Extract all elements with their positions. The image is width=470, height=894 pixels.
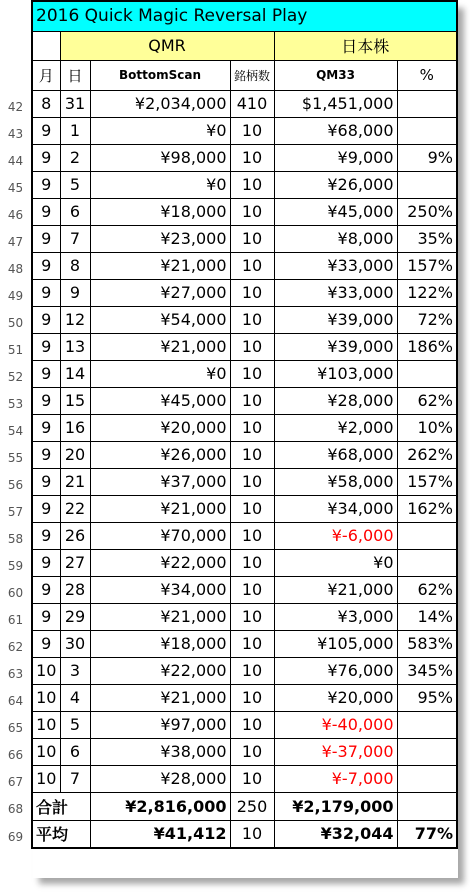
- cell-bottomscan[interactable]: ¥37,000: [90, 468, 230, 495]
- table-row: [32, 252, 457, 279]
- cell-day[interactable]: 7: [60, 765, 90, 792]
- cell-stock-count[interactable]: 10: [230, 360, 274, 387]
- row-number[interactable]: 49: [7, 288, 24, 303]
- row-number[interactable]: 69: [7, 830, 24, 844]
- cell-day[interactable]: 28: [60, 576, 90, 603]
- row-number[interactable]: 62: [7, 639, 24, 654]
- cell-day[interactable]: 9: [60, 279, 90, 306]
- cell-stock-count[interactable]: 10: [230, 630, 274, 657]
- row-number[interactable]: 43: [7, 126, 24, 141]
- average-row-bottomscan[interactable]: ¥41,412: [90, 820, 230, 848]
- table-row: [32, 657, 457, 684]
- cell-day[interactable]: 8: [60, 252, 90, 279]
- table-row: [32, 630, 457, 657]
- cell-qm33[interactable]: ¥9,000: [274, 144, 397, 171]
- cell-pct[interactable]: 250%: [397, 198, 457, 225]
- cell-qm33[interactable]: ¥39,000: [274, 333, 397, 360]
- cell-stock-count[interactable]: 10: [230, 198, 274, 225]
- cell-qm33[interactable]: ¥105,000: [274, 630, 397, 657]
- cell-bottomscan[interactable]: ¥18,000: [90, 630, 230, 657]
- row-number[interactable]: 66: [7, 747, 24, 762]
- cell-pct[interactable]: 157%: [397, 252, 457, 279]
- cell-pct[interactable]: 122%: [397, 279, 457, 306]
- table-row: [32, 144, 457, 171]
- col-header-pct[interactable]: %: [397, 60, 457, 90]
- cell-day[interactable]: 22: [60, 495, 90, 522]
- cell-stock-count[interactable]: 10: [230, 495, 274, 522]
- cell-stock-count[interactable]: 10: [230, 549, 274, 576]
- cell-bottomscan[interactable]: ¥0: [90, 117, 230, 144]
- cell-pct[interactable]: 157%: [397, 468, 457, 495]
- table-row: [32, 279, 457, 306]
- cell-qm33[interactable]: $1,451,000: [274, 90, 397, 117]
- cell-day[interactable]: 15: [60, 387, 90, 414]
- cell-month[interactable]: 9: [32, 117, 60, 144]
- cell-stock-count[interactable]: 10: [230, 306, 274, 333]
- cell-day[interactable]: 5: [60, 171, 90, 198]
- cell-month[interactable]: 9: [32, 144, 60, 171]
- cell-day[interactable]: 13: [60, 333, 90, 360]
- row-number[interactable]: 57: [7, 504, 24, 519]
- cell-bottomscan[interactable]: ¥21,000: [90, 252, 230, 279]
- col-header-day[interactable]: 日: [60, 60, 90, 90]
- cell-qm33[interactable]: ¥2,000: [274, 414, 397, 441]
- table-row: [32, 684, 457, 711]
- cell-pct[interactable]: 14%: [397, 603, 457, 630]
- cell-day[interactable]: 26: [60, 522, 90, 549]
- cell-bottomscan[interactable]: ¥28,000: [90, 765, 230, 792]
- total-row-pct[interactable]: [397, 792, 457, 820]
- cell-stock-count[interactable]: 10: [230, 711, 274, 738]
- col-header-stocks[interactable]: 銘柄数: [230, 60, 274, 90]
- cell-pct[interactable]: [397, 90, 457, 117]
- row-number[interactable]: 42: [7, 99, 24, 114]
- cell-qm33[interactable]: ¥33,000: [274, 279, 397, 306]
- group-header-japan[interactable]: 日本株: [274, 31, 457, 60]
- cell-stock-count[interactable]: 10: [230, 117, 274, 144]
- cell-stock-count[interactable]: 10: [230, 333, 274, 360]
- cell-day[interactable]: 29: [60, 603, 90, 630]
- cell-stock-count[interactable]: 10: [230, 441, 274, 468]
- cell-bottomscan[interactable]: ¥27,000: [90, 279, 230, 306]
- row-number[interactable]: 52: [7, 369, 24, 384]
- cell-stock-count[interactable]: 410: [230, 90, 274, 117]
- cell-pct[interactable]: [397, 765, 457, 792]
- cell-bottomscan[interactable]: ¥21,000: [90, 333, 230, 360]
- cell-day[interactable]: 2: [60, 144, 90, 171]
- data-table: [31, 0, 458, 849]
- cell-bottomscan[interactable]: ¥45,000: [90, 387, 230, 414]
- row-number[interactable]: 56: [7, 477, 24, 492]
- cell-qm33[interactable]: ¥-7,000: [274, 765, 397, 792]
- cell-bottomscan[interactable]: ¥34,000: [90, 576, 230, 603]
- cell-month[interactable]: 9: [32, 171, 60, 198]
- cell-qm33[interactable]: ¥0: [274, 549, 397, 576]
- group-header-row: [32, 31, 457, 60]
- row-number[interactable]: 60: [7, 585, 24, 600]
- cell-pct[interactable]: 345%: [397, 657, 457, 684]
- cell-stock-count[interactable]: 10: [230, 576, 274, 603]
- row-number[interactable]: 48: [7, 261, 24, 276]
- average-row-stock-count[interactable]: 10: [230, 820, 274, 848]
- cell-bottomscan[interactable]: ¥98,000: [90, 144, 230, 171]
- table-row: [32, 522, 457, 549]
- cell-qm33[interactable]: ¥8,000: [274, 225, 397, 252]
- cell-pct[interactable]: [397, 549, 457, 576]
- column-header-row: [32, 60, 457, 90]
- cell-stock-count[interactable]: 10: [230, 225, 274, 252]
- cell-pct[interactable]: 72%: [397, 306, 457, 333]
- cell-qm33[interactable]: ¥3,000: [274, 603, 397, 630]
- table-row: [32, 198, 457, 225]
- cell-month[interactable]: 9: [32, 306, 60, 333]
- cell-qm33[interactable]: ¥-40,000: [274, 711, 397, 738]
- cell-pct[interactable]: 62%: [397, 387, 457, 414]
- cell-qm33[interactable]: ¥45,000: [274, 198, 397, 225]
- table-row: [32, 387, 457, 414]
- cell-qm33[interactable]: ¥34,000: [274, 495, 397, 522]
- cell-bottomscan[interactable]: ¥23,000: [90, 225, 230, 252]
- cell-qm33[interactable]: ¥26,000: [274, 171, 397, 198]
- cell-pct[interactable]: 9%: [397, 144, 457, 171]
- table-row: [32, 117, 457, 144]
- cell-day[interactable]: 6: [60, 738, 90, 765]
- cell-stock-count[interactable]: 10: [230, 387, 274, 414]
- cell-pct[interactable]: [397, 117, 457, 144]
- cell-stock-count[interactable]: 10: [230, 252, 274, 279]
- cell-month[interactable]: 9: [32, 252, 60, 279]
- cell-stock-count[interactable]: 10: [230, 522, 274, 549]
- cell-month[interactable]: 9: [32, 576, 60, 603]
- cell-day[interactable]: 14: [60, 360, 90, 387]
- table-row: [32, 333, 457, 360]
- row-number[interactable]: 53: [7, 396, 24, 411]
- table-row: [32, 468, 457, 495]
- cell-bottomscan[interactable]: ¥0: [90, 171, 230, 198]
- cell-bottomscan[interactable]: ¥54,000: [90, 306, 230, 333]
- table-row: [32, 171, 457, 198]
- cell-day[interactable]: 3: [60, 657, 90, 684]
- cell-qm33[interactable]: ¥68,000: [274, 117, 397, 144]
- row-number[interactable]: 50: [7, 315, 24, 330]
- title-row: [32, 1, 457, 31]
- cell-day[interactable]: 30: [60, 630, 90, 657]
- row-number[interactable]: 63: [7, 666, 24, 681]
- cell-month[interactable]: 9: [32, 225, 60, 252]
- cell-stock-count[interactable]: 10: [230, 144, 274, 171]
- cell-day[interactable]: 20: [60, 441, 90, 468]
- cell-month[interactable]: 10: [32, 711, 60, 738]
- cell-bottomscan[interactable]: ¥21,000: [90, 495, 230, 522]
- cell-bottomscan[interactable]: ¥20,000: [90, 414, 230, 441]
- table-row: [32, 414, 457, 441]
- sheet-title[interactable]: 2016 Quick Magic Reversal Play: [32, 1, 457, 31]
- cell-bottomscan[interactable]: ¥21,000: [90, 603, 230, 630]
- cell-qm33[interactable]: ¥33,000: [274, 252, 397, 279]
- cell-day[interactable]: 27: [60, 549, 90, 576]
- table-row: [32, 360, 457, 387]
- cell-stock-count[interactable]: 10: [230, 765, 274, 792]
- cell-day[interactable]: 5: [60, 711, 90, 738]
- cell-qm33[interactable]: ¥21,000: [274, 576, 397, 603]
- table-row: [32, 711, 457, 738]
- total-row-bottomscan[interactable]: ¥2,816,000: [90, 792, 230, 820]
- cell-pct[interactable]: 95%: [397, 684, 457, 711]
- cell-bottomscan[interactable]: ¥21,000: [90, 684, 230, 711]
- col-header-qm33[interactable]: QM33: [274, 60, 397, 90]
- cell-month[interactable]: 9: [32, 549, 60, 576]
- cell-month[interactable]: 10: [32, 738, 60, 765]
- cell-qm33[interactable]: ¥20,000: [274, 684, 397, 711]
- row-number[interactable]: 55: [7, 450, 24, 465]
- cell-bottomscan[interactable]: ¥0: [90, 360, 230, 387]
- cell-pct[interactable]: 10%: [397, 414, 457, 441]
- cell-stock-count[interactable]: 10: [230, 279, 274, 306]
- cell-pct[interactable]: [397, 522, 457, 549]
- cell-bottomscan[interactable]: ¥38,000: [90, 738, 230, 765]
- cell-day[interactable]: 1: [60, 117, 90, 144]
- cell-stock-count[interactable]: 10: [230, 657, 274, 684]
- table-row: [32, 549, 457, 576]
- row-number[interactable]: 46: [7, 207, 24, 222]
- table-row: [32, 765, 457, 792]
- cell-pct[interactable]: [397, 360, 457, 387]
- row-number[interactable]: 47: [7, 234, 24, 249]
- cell-stock-count[interactable]: 10: [230, 171, 274, 198]
- cell-qm33[interactable]: ¥103,000: [274, 360, 397, 387]
- cell-month[interactable]: 9: [32, 198, 60, 225]
- cell-month[interactable]: 9: [32, 387, 60, 414]
- cell-pct[interactable]: [397, 738, 457, 765]
- cell-qm33[interactable]: ¥-37,000: [274, 738, 397, 765]
- cell-month[interactable]: 8: [32, 90, 60, 117]
- cell-day[interactable]: 6: [60, 198, 90, 225]
- cell-stock-count[interactable]: 10: [230, 468, 274, 495]
- cell-pct[interactable]: [397, 171, 457, 198]
- cell-day[interactable]: 21: [60, 468, 90, 495]
- cell-day[interactable]: 4: [60, 684, 90, 711]
- total-row: [32, 792, 457, 820]
- cell-month[interactable]: 9: [32, 441, 60, 468]
- average-row-pct[interactable]: 77%: [397, 820, 457, 848]
- cell-month[interactable]: 9: [32, 279, 60, 306]
- group-header-qmr[interactable]: QMR: [60, 31, 274, 60]
- table-row: [32, 495, 457, 522]
- cell-qm33[interactable]: ¥58,000: [274, 468, 397, 495]
- cell-qm33[interactable]: ¥68,000: [274, 441, 397, 468]
- cell-month[interactable]: 9: [32, 603, 60, 630]
- row-number[interactable]: 44: [7, 153, 24, 168]
- row-number[interactable]: 65: [7, 720, 24, 735]
- total-row-stock-count[interactable]: 250: [230, 792, 274, 820]
- cell-qm33[interactable]: ¥76,000: [274, 657, 397, 684]
- table-row: [32, 225, 457, 252]
- total-row-qm33[interactable]: ¥2,179,000: [274, 792, 397, 820]
- table-row: [32, 738, 457, 765]
- cell-day[interactable]: 7: [60, 225, 90, 252]
- cell-month[interactable]: 9: [32, 495, 60, 522]
- table-row: [32, 306, 457, 333]
- cell-pct[interactable]: 62%: [397, 576, 457, 603]
- cell-bottomscan[interactable]: ¥97,000: [90, 711, 230, 738]
- cell-month[interactable]: 10: [32, 684, 60, 711]
- row-number[interactable]: 54: [7, 423, 24, 438]
- cell-pct[interactable]: 583%: [397, 630, 457, 657]
- row-number[interactable]: 59: [7, 558, 24, 573]
- cell-bottomscan[interactable]: ¥22,000: [90, 657, 230, 684]
- cell-day[interactable]: 12: [60, 306, 90, 333]
- cell-bottomscan[interactable]: ¥70,000: [90, 522, 230, 549]
- cell-pct[interactable]: 35%: [397, 225, 457, 252]
- cell-day[interactable]: 16: [60, 414, 90, 441]
- cell-bottomscan[interactable]: ¥26,000: [90, 441, 230, 468]
- cell-month[interactable]: 9: [32, 360, 60, 387]
- row-number[interactable]: 67: [7, 774, 24, 789]
- cell-bottomscan[interactable]: ¥2,034,000: [90, 90, 230, 117]
- cell-qm33[interactable]: ¥28,000: [274, 387, 397, 414]
- cell-month[interactable]: 9: [32, 522, 60, 549]
- average-row-label[interactable]: 平均: [32, 820, 90, 848]
- row-number[interactable]: 64: [7, 693, 24, 708]
- row-number[interactable]: 58: [7, 531, 24, 546]
- average-row-qm33[interactable]: ¥32,044: [274, 820, 397, 848]
- cell-qm33[interactable]: ¥39,000: [274, 306, 397, 333]
- cell-month[interactable]: 10: [32, 657, 60, 684]
- cell-month[interactable]: 9: [32, 333, 60, 360]
- cell-qm33[interactable]: ¥-6,000: [274, 522, 397, 549]
- table-row: [32, 603, 457, 630]
- cell-pct[interactable]: [397, 711, 457, 738]
- col-header-bottomscan[interactable]: BottomScan: [90, 60, 230, 90]
- cell-month[interactable]: 10: [32, 765, 60, 792]
- row-number[interactable]: 51: [7, 342, 24, 357]
- cell-day[interactable]: 31: [60, 90, 90, 117]
- cell-pct[interactable]: 186%: [397, 333, 457, 360]
- cell-month[interactable]: 9: [32, 468, 60, 495]
- cell-pct[interactable]: 162%: [397, 495, 457, 522]
- table-row: [32, 576, 457, 603]
- cell-bottomscan[interactable]: ¥18,000: [90, 198, 230, 225]
- cell-stock-count[interactable]: 10: [230, 738, 274, 765]
- cell-pct[interactable]: 262%: [397, 441, 457, 468]
- cell-stock-count[interactable]: 10: [230, 603, 274, 630]
- row-number[interactable]: 45: [7, 180, 24, 195]
- cell-month[interactable]: 9: [32, 414, 60, 441]
- col-header-month[interactable]: 月: [32, 60, 60, 90]
- row-number[interactable]: 61: [7, 612, 24, 627]
- cell-stock-count[interactable]: 10: [230, 684, 274, 711]
- cell-stock-count[interactable]: 10: [230, 414, 274, 441]
- total-row-label[interactable]: 合計: [32, 792, 90, 820]
- average-row: [32, 820, 457, 848]
- table-row: [32, 441, 457, 468]
- cell-bottomscan[interactable]: ¥22,000: [90, 549, 230, 576]
- row-number[interactable]: 68: [7, 802, 24, 816]
- cell-month[interactable]: 9: [32, 630, 60, 657]
- table-row: [32, 90, 457, 117]
